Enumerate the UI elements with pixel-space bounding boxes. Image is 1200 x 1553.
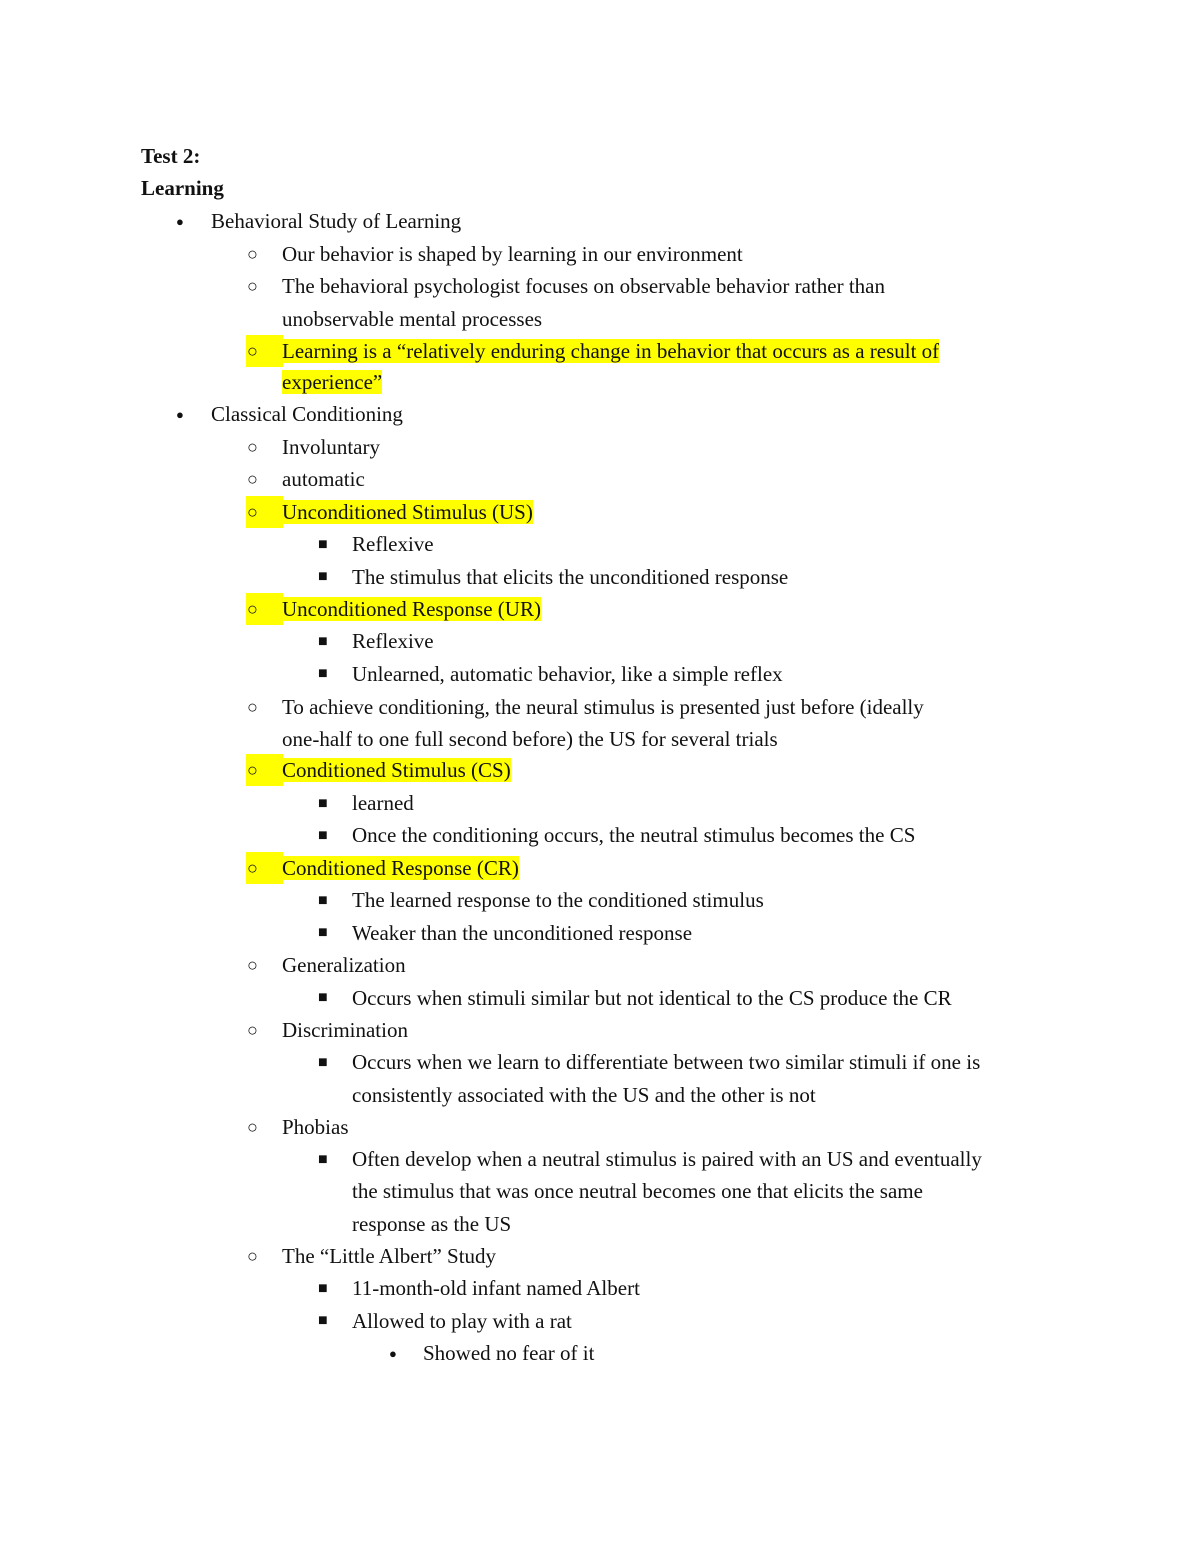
- section-heading: Learning: [141, 176, 224, 200]
- list-item-continuation: consistently associated with the US and the other is not: [352, 1083, 816, 1107]
- list-item-continuation: the stimulus that was once neutral becomes one that elicits the same: [352, 1179, 923, 1203]
- list-item: Unlearned, automatic behavior, like a simple reflex: [352, 662, 783, 686]
- list-item: The stimulus that elicits the unconditioned response: [352, 565, 789, 589]
- bullet-level2: ○: [246, 335, 283, 367]
- list-item: Occurs when stimuli similar but not identical to the CS produce the CR: [352, 986, 952, 1010]
- list-item-highlighted: Learning is a “relatively enduring change in behavior that occurs as a result of: [282, 339, 940, 363]
- bullet-level3: ■: [318, 989, 328, 1006]
- bullet-level3: ■: [318, 1151, 328, 1168]
- bullet-level2: ○: [247, 437, 258, 457]
- list-item: 11-month-old infant named Albert: [352, 1276, 640, 1300]
- list-item: automatic: [282, 467, 365, 491]
- list-item-highlighted: Unconditioned Response (UR): [282, 597, 541, 621]
- list-item: The learned response to the conditioned stimulus: [352, 888, 764, 912]
- bullet-level4: ●: [389, 1346, 397, 1361]
- document-title: Test 2:: [141, 144, 201, 168]
- list-item: Reflexive: [352, 629, 434, 653]
- list-item: Involuntary: [282, 435, 380, 459]
- list-item: Weaker than the unconditioned response: [352, 921, 693, 945]
- bullet-level2: ○: [247, 1117, 258, 1137]
- list-item: To achieve conditioning, the neural stimulus is presented just before (ideally: [282, 695, 924, 719]
- bullet-level3: ■: [318, 795, 328, 812]
- list-item-continuation: one-half to one full second before) the US for several trials: [282, 727, 778, 751]
- bullet-level3: ■: [318, 633, 328, 650]
- list-item: Allowed to play with a rat: [352, 1309, 572, 1333]
- bullet-level2: ○: [247, 955, 258, 975]
- list-item: learned: [352, 791, 414, 815]
- bullet-level2: ○: [247, 1246, 258, 1266]
- bullet-level3: ■: [318, 1280, 328, 1297]
- list-item: Showed no fear of it: [423, 1341, 595, 1365]
- bullet-level3: ■: [318, 1054, 328, 1071]
- bullet-level1: ●: [176, 214, 184, 229]
- bullet-level2: ○: [246, 593, 283, 625]
- list-item-highlighted: Conditioned Response (CR): [282, 856, 519, 880]
- list-item-continuation: unobservable mental processes: [282, 307, 543, 331]
- bullet-level2: ○: [247, 697, 258, 717]
- list-item: Discrimination: [282, 1018, 408, 1042]
- bullet-level3: ■: [318, 892, 328, 909]
- list-item: Once the conditioning occurs, the neutral stimulus becomes the CS: [352, 823, 916, 847]
- bullet-level3: ■: [318, 924, 328, 941]
- bullet-level2: ○: [247, 276, 258, 296]
- bullet-level3: ■: [318, 1312, 328, 1329]
- list-item-highlighted: Conditioned Stimulus (CS): [282, 758, 511, 782]
- bullet-level3: ■: [318, 827, 328, 844]
- bullet-level1: ●: [176, 407, 184, 422]
- list-item: Generalization: [282, 953, 406, 977]
- list-item: Occurs when we learn to differentiate between two similar stimuli if one is: [352, 1050, 981, 1074]
- bullet-level2: ○: [246, 496, 283, 528]
- bullet-level2: ○: [247, 244, 258, 264]
- bullet-level3: ■: [318, 568, 328, 585]
- bullet-level2: ○: [246, 852, 283, 884]
- list-item-continuation: experience”: [282, 370, 383, 394]
- list-item: Classical Conditioning: [211, 402, 403, 426]
- list-item-highlighted: Unconditioned Stimulus (US): [282, 500, 533, 524]
- bullet-level2: ○: [247, 1020, 258, 1040]
- list-item-continuation: response as the US: [352, 1212, 512, 1236]
- list-item: Our behavior is shaped by learning in our environment: [282, 242, 743, 266]
- bullet-level3: ■: [318, 536, 328, 553]
- list-item: Often develop when a neutral stimulus is paired with an US and eventually: [352, 1147, 982, 1171]
- list-item: Behavioral Study of Learning: [211, 209, 462, 233]
- list-item: The behavioral psychologist focuses on observable behavior rather than: [282, 274, 885, 298]
- bullet-level2: ○: [246, 754, 283, 786]
- list-item: The “Little Albert” Study: [282, 1244, 497, 1268]
- bullet-level2: ○: [247, 469, 258, 489]
- bullet-level3: ■: [318, 665, 328, 682]
- list-item: Reflexive: [352, 532, 434, 556]
- list-item: Phobias: [282, 1115, 349, 1139]
